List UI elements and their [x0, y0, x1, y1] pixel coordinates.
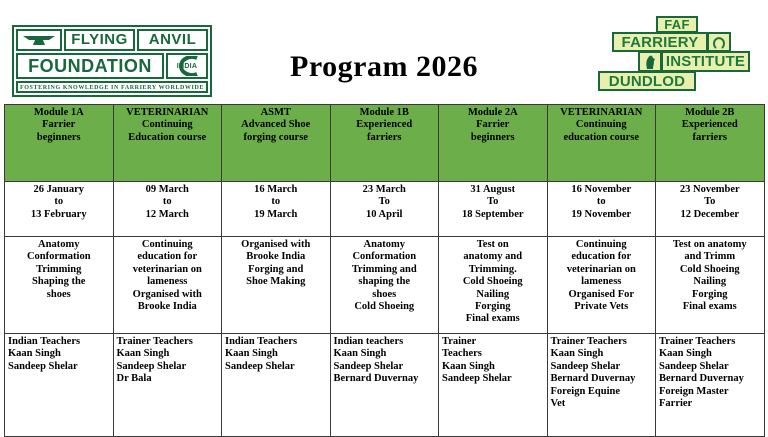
text-line: 23 March	[362, 184, 406, 195]
text-line: Final exams	[682, 301, 737, 313]
text-line: Sandeep Shelar	[659, 360, 729, 372]
text-line: 26 January	[33, 184, 84, 195]
text-line: beginners	[36, 131, 81, 143]
text-line: To	[704, 196, 716, 208]
column-header-6-lines	[551, 107, 653, 144]
content-cell-3	[222, 237, 331, 334]
text-line: Experienced	[681, 119, 738, 131]
content-cell-2	[113, 237, 222, 334]
text-line: 16 March	[254, 184, 298, 195]
column-header-4-lines	[334, 107, 436, 144]
text-line: 16 November	[571, 184, 632, 195]
text-line: Test on	[476, 239, 509, 250]
dates-cell-4-lines	[334, 184, 436, 221]
text-line: Shoe Making	[246, 276, 306, 288]
content-cell-5-lines	[442, 239, 544, 326]
text-line: to	[54, 196, 64, 208]
text-line: Farrier	[42, 119, 76, 131]
text-line: Trimming and	[351, 263, 417, 275]
teachers-cell-4	[330, 334, 439, 437]
content-cell-6-lines	[551, 239, 653, 313]
dates-cell-2	[113, 182, 222, 237]
text-line: veterinarian on	[132, 263, 202, 275]
text-line: Kaan Singh	[225, 348, 278, 360]
text-line: forging course	[243, 131, 308, 143]
text-line: Foreign Master	[659, 385, 729, 397]
content-cell-2-lines	[117, 239, 219, 313]
text-line: Sandeep Shelar	[550, 360, 621, 372]
teachers-cell-3-lines	[225, 336, 327, 373]
text-line: Bernard Duvernay	[550, 373, 636, 385]
text-line: Cold Shoeing	[354, 301, 415, 313]
text-line: Vet	[550, 398, 566, 410]
institute-line-dundlod: DUNDLOD	[598, 71, 696, 91]
text-line: Forging	[474, 301, 511, 313]
text-line: to	[162, 196, 172, 208]
text-line: VETERINARIAN	[560, 107, 643, 118]
text-line: education for	[571, 251, 632, 263]
text-line: lameness	[581, 276, 622, 288]
text-line: Module 2B	[685, 107, 735, 118]
text-line: Foreign Equine	[550, 385, 621, 397]
text-line: Module 1B	[359, 107, 409, 118]
text-line: Forging and	[248, 263, 304, 275]
text-line: Shaping the	[32, 276, 86, 288]
text-line: Kaan Singh	[8, 348, 61, 360]
text-line: farriers	[692, 131, 727, 143]
logo-tagline: FOSTERING KNOWLEDGE IN FARRIERY WORLDWIDE	[16, 81, 208, 93]
table-header-row	[5, 105, 765, 182]
header-band	[0, 0, 768, 100]
text-line: Continuing	[575, 119, 627, 131]
teachers-cell-5-lines	[442, 336, 544, 386]
table-content-row	[5, 237, 765, 334]
teachers-cell-1	[5, 334, 114, 437]
teachers-cell-7-lines	[659, 336, 761, 410]
text-line: Cold Shoeing	[462, 276, 523, 288]
text-line: Forging	[691, 288, 728, 300]
text-line: Bernard Duvernay	[659, 373, 744, 385]
dates-cell-1-lines	[8, 184, 110, 221]
text-line: Experienced	[356, 119, 413, 131]
text-line: 09 March	[145, 184, 189, 195]
page-title: Program 2026	[290, 50, 478, 83]
dates-cell-3	[222, 182, 331, 237]
text-line: Trainer Teachers	[550, 336, 627, 347]
text-line: 31 August	[470, 184, 516, 195]
text-line: Kaan Singh	[442, 360, 495, 372]
dates-cell-4	[330, 182, 439, 237]
text-line: shaping the	[358, 276, 411, 288]
logo-word-anvil: ANVIL	[137, 29, 208, 51]
text-line: Trainer Teachers	[116, 336, 193, 347]
logo-row-top	[16, 29, 208, 51]
text-line: 12 December	[680, 208, 740, 220]
text-line: Module 2A	[467, 107, 518, 118]
anvil-icon	[16, 29, 62, 51]
text-line: Trainer Teachers	[659, 336, 736, 347]
teachers-cell-1-lines	[8, 336, 110, 373]
india-label: INDIA	[176, 62, 198, 70]
institute-line-institute: INSTITUTE	[661, 51, 750, 72]
column-header-7-lines	[659, 107, 761, 144]
teachers-cell-6	[547, 334, 656, 437]
column-header-2	[113, 105, 222, 182]
teachers-cell-7	[656, 334, 765, 437]
content-cell-6	[547, 237, 656, 334]
content-cell-7-lines	[659, 239, 761, 313]
logo-word-flying: FLYING	[64, 29, 135, 51]
dates-cell-1	[5, 182, 114, 237]
column-header-2-lines	[117, 107, 219, 144]
horse-head-icon	[638, 51, 662, 72]
text-line: anatomy and	[463, 251, 523, 263]
text-line: Continuing	[141, 239, 193, 250]
table-teachers-row	[5, 334, 765, 437]
text-line: lameness	[147, 276, 188, 288]
text-line: 12 March	[145, 208, 189, 220]
text-line: 18 September	[461, 208, 524, 220]
text-line: Trainer	[442, 336, 477, 347]
teachers-cell-5	[439, 334, 548, 437]
text-line: Teachers	[442, 348, 482, 360]
text-line: Kaan Singh	[659, 348, 712, 360]
text-line: ASMT	[260, 107, 291, 118]
program-table	[4, 104, 765, 437]
column-header-6	[547, 105, 656, 182]
text-line: Test on anatomy	[672, 239, 747, 250]
text-line: Bernard Duvernay	[333, 373, 419, 385]
teachers-cell-2	[113, 334, 222, 437]
content-cell-1-lines	[8, 239, 110, 301]
text-line: Farrier	[659, 398, 693, 410]
text-line: 10 April	[366, 208, 403, 220]
column-header-3	[222, 105, 331, 182]
text-line: Cold Shoeing	[679, 263, 740, 275]
text-line: Brooke India	[246, 251, 306, 263]
text-line: and Trimm	[684, 251, 736, 263]
text-line: 13 February	[30, 208, 87, 220]
text-line: Indian teachers	[333, 336, 404, 347]
text-line: Farrier	[476, 119, 510, 131]
text-line: Sandeep Shelar	[333, 360, 404, 372]
horseshoe-icon	[707, 32, 731, 52]
text-line: Continuing	[575, 239, 627, 250]
text-line: Nailing	[693, 276, 727, 288]
text-line: Brooke India	[137, 301, 197, 313]
text-line: Kaan Singh	[333, 348, 387, 360]
dates-cell-5	[439, 182, 548, 237]
text-line: Dr Bala	[116, 373, 152, 385]
text-line: Trimming	[36, 263, 82, 275]
dates-cell-6-lines	[551, 184, 653, 221]
text-line: Organised with	[132, 288, 202, 300]
text-line: Kaan Singh	[550, 348, 604, 360]
text-line: To	[487, 196, 499, 208]
text-line: to	[271, 196, 281, 208]
institute-line-faf: FAF	[656, 16, 698, 33]
dates-cell-2-lines	[117, 184, 219, 221]
text-line: Sandeep Shelar	[442, 373, 512, 385]
column-header-3-lines	[225, 107, 327, 144]
column-header-5	[439, 105, 548, 182]
teachers-cell-6-lines	[551, 336, 653, 410]
content-cell-3-lines	[225, 239, 327, 289]
text-line: farriers	[367, 131, 402, 143]
text-line: 19 March	[254, 208, 298, 220]
content-cell-5	[439, 237, 548, 334]
text-line: veterinarian on	[566, 263, 636, 275]
text-line: 19 November	[571, 208, 632, 220]
column-header-1	[5, 105, 114, 182]
table-dates-row	[5, 182, 765, 237]
text-line: Organised For	[568, 288, 635, 300]
text-line: Kaan Singh	[116, 348, 170, 360]
text-line: 23 November	[679, 184, 740, 195]
content-cell-4-lines	[334, 239, 436, 313]
text-line: Module 1A	[33, 107, 84, 118]
column-header-7	[656, 105, 765, 182]
text-line: Indian Teachers	[8, 336, 81, 347]
dates-cell-6	[547, 182, 656, 237]
text-line: Sandeep Shelar	[8, 360, 78, 372]
column-header-4	[330, 105, 439, 182]
dates-cell-3-lines	[225, 184, 327, 221]
teachers-cell-3	[222, 334, 331, 437]
text-line: Organised with	[241, 239, 311, 250]
text-line: Anatomy	[363, 239, 405, 250]
dates-cell-7-lines	[659, 184, 761, 221]
column-header-1-lines	[8, 107, 110, 144]
text-line: education for	[137, 251, 198, 263]
text-line: Indian Teachers	[225, 336, 298, 347]
text-line: Conformation	[352, 251, 417, 263]
column-header-5-lines	[442, 107, 544, 144]
text-line: shoes	[372, 288, 397, 300]
teachers-cell-4-lines	[334, 336, 436, 386]
text-line: Sandeep Shelar	[116, 360, 187, 372]
institute-line-farriery: FARRIERY	[612, 32, 708, 52]
content-cell-4	[330, 237, 439, 334]
text-line: Trimming.	[468, 263, 517, 275]
dates-cell-5-lines	[442, 184, 544, 221]
text-line: To	[378, 196, 390, 208]
teachers-cell-2-lines	[117, 336, 219, 386]
text-line: Sandeep Shelar	[225, 360, 295, 372]
text-line: Anatomy	[38, 239, 80, 250]
program-table-wrapper	[4, 104, 764, 437]
text-line: Advanced Shoe	[241, 119, 311, 131]
text-line: Education course	[128, 131, 207, 143]
text-line: shoes	[46, 288, 71, 300]
text-line: Private Vets	[574, 301, 629, 313]
text-line: to	[596, 196, 606, 208]
content-cell-7	[656, 237, 765, 334]
faf-farriery-institute-dundlod-logo	[598, 16, 750, 90]
text-line: beginners	[470, 131, 515, 143]
text-line: Conformation	[26, 251, 91, 263]
text-line: Final exams	[465, 313, 520, 325]
text-line: education course	[563, 131, 640, 143]
text-line: VETERINARIAN	[126, 107, 209, 118]
logo-word-foundation: FOUNDATION	[16, 53, 164, 79]
content-cell-1	[5, 237, 114, 334]
text-line: Continuing	[141, 119, 193, 131]
text-line: Nailing	[476, 288, 510, 300]
dates-cell-7	[656, 182, 765, 237]
